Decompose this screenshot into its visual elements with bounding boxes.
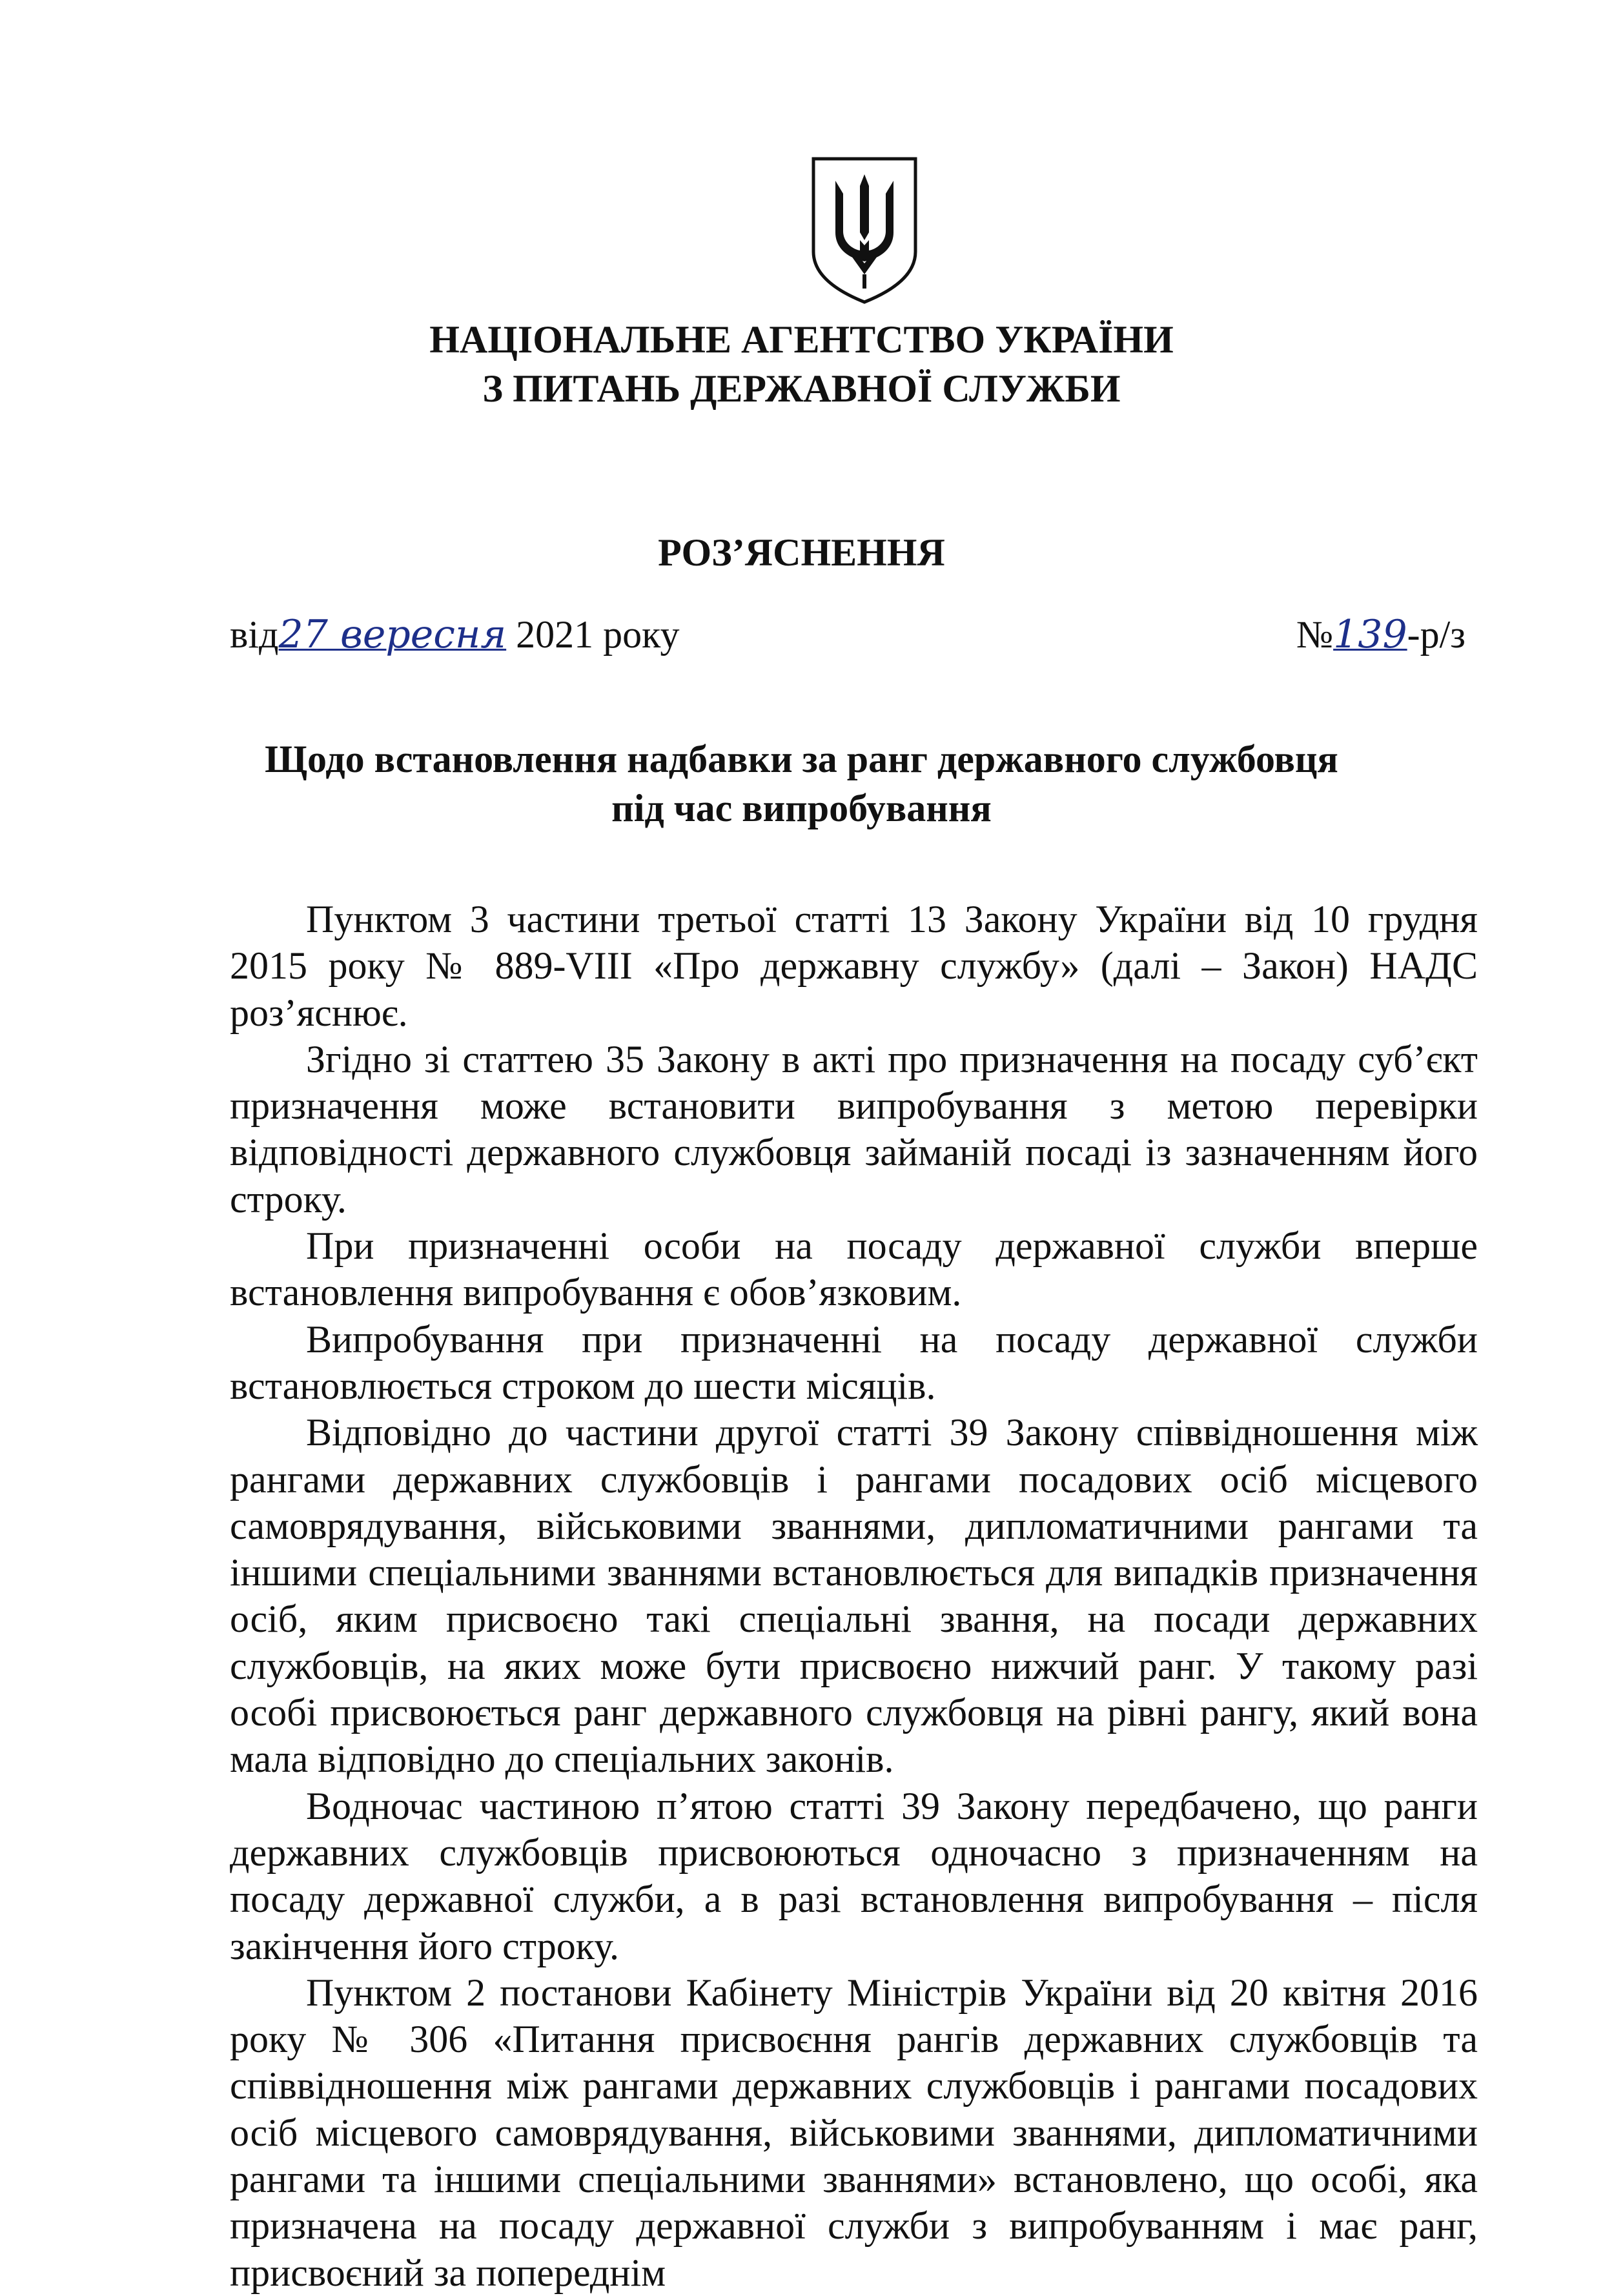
handwritten-number: 139 (1333, 612, 1407, 657)
paragraph: Пунктом 3 частини третьої статті 13 Закону України від 10 грудня 2015 року № 889-VIII «Про державну службу» (далі – Закон) НАДС роз’яснює. (230, 898, 1478, 1034)
paragraph: Випробування при призначенні на посаду державної служби встановлюється строком до шести місяців. (230, 1317, 1478, 1407)
organization-line-1: НАЦІОНАЛЬНЕ АГЕНТСТВО УКРАЇНИ (429, 318, 1174, 361)
number-prefix: № (1296, 613, 1334, 656)
document-date (230, 610, 679, 659)
coat-of-arms-trident-icon (810, 155, 919, 305)
subject-heading (0, 735, 1603, 833)
document-body (230, 896, 1478, 2296)
date-number-line (230, 610, 1465, 662)
paragraph: При призначенні особи на посаду державної служби вперше встановлення випробування є обов’язковим. (230, 1224, 1478, 1314)
paragraph: Згідно зі статтею 35 Закону в акті про призначення на посаду суб’єкт призначення може встановити випробування з метою перевірки відповідності державного службовця займаній посаді із зазначенням його строку. (230, 1037, 1478, 1221)
paragraph: Водночас частиною п’ятою статті 39 Закону передбачено, що ранги державних службовців присвоюються одночасно з призначенням на посаду державної служби, а в разі встановлення випробування – після закінчення його строку. (230, 1784, 1478, 1967)
handwritten-date: 27 вересня (278, 612, 507, 657)
date-prefix: від (230, 613, 279, 656)
paragraph: Пунктом 2 постанови Кабінету Міністрів України від 20 квітня 2016 року № 306 «Питання присвоєння рангів державних службовців та співвідношення між рангами державних службовців і рангами посадових осіб місцевого самоврядування, військовими званнями, дипломатичними рангами та іншими спеціальними званнями» встановлено, що особі, яка призначена на посаду державної служби з випробуванням і має ранг, присвоєний за попереднім (230, 1971, 1478, 2294)
document-type-heading: РОЗ’ЯСНЕННЯ (658, 531, 945, 574)
subject-line-1: Щодо встановлення надбавки за ранг державного службовця (265, 738, 1338, 780)
organization-line-2: З ПИТАНЬ ДЕРЖАВНОЇ СЛУЖБИ (482, 367, 1121, 410)
date-year: 2021 року (516, 613, 680, 656)
subject-line-2: під час випробування (611, 787, 992, 829)
paragraph: Відповідно до частини другої статті 39 Закону співвідношення між рангами державних службовців і рангами посадових осіб місцевого самоврядування, військовими званнями, дипломатичними рангами та іншими спеціальними званнями встановлюється для випадків призначення осіб, яким присвоєно такі спеціальні звання, на посади державних службовців, на яких може бути присвоєно нижчий ранг. У такому разі особі присвоюється ранг державного службовця на рівні рангу, який вона мала відповідно до спеціальних законів. (230, 1411, 1478, 1781)
number-suffix: -р/з (1407, 613, 1465, 656)
organization-name (0, 315, 1603, 413)
document-number (1296, 610, 1465, 659)
